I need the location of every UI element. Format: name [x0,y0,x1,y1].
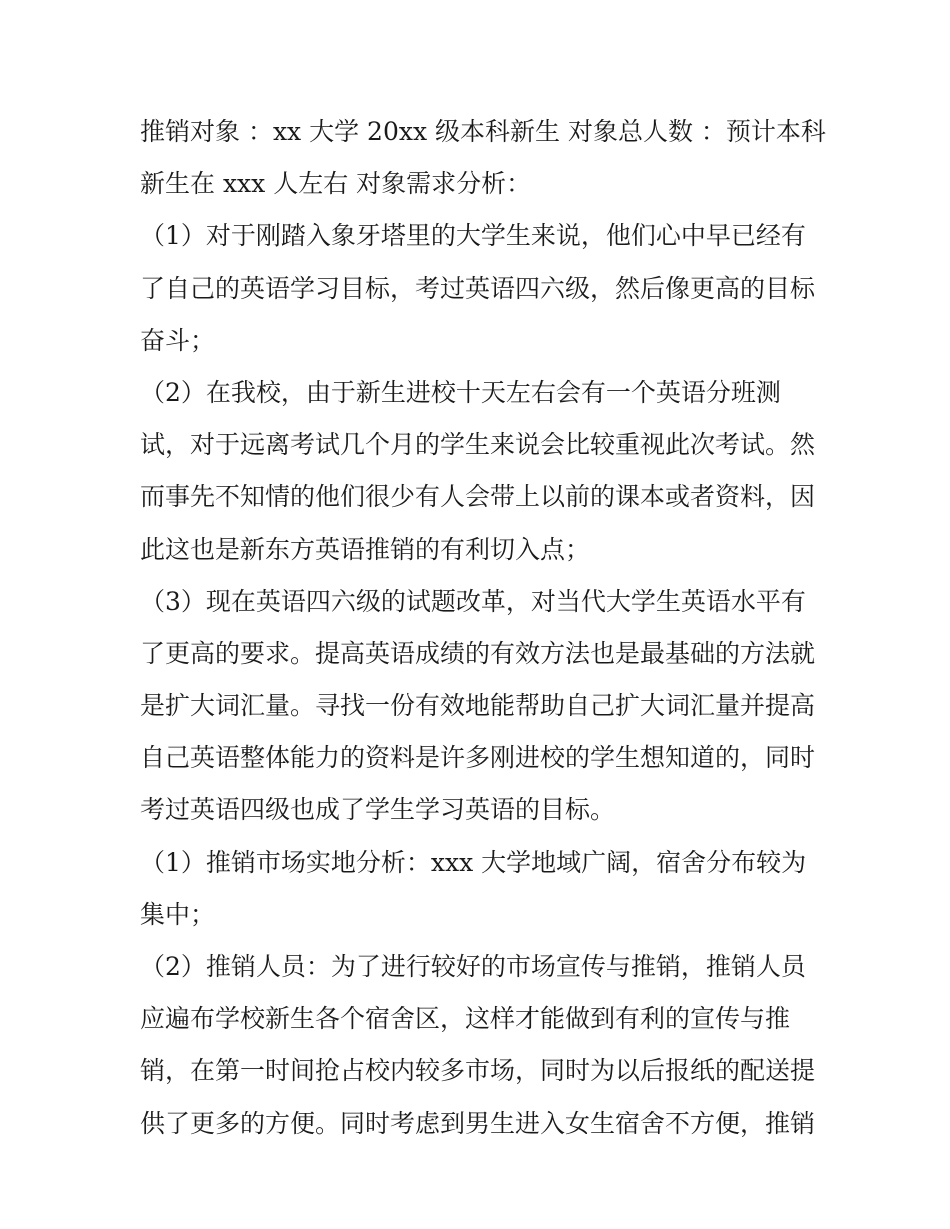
text-line: 此这也是新东方英语推销的有利切入点； [140,534,591,564]
text-line: 了更高的要求。提高英语成绩的有效方法也是最基础的方法就 [140,638,816,668]
document-body [140,106,826,1150]
text-line: 奋斗； [140,325,216,355]
text-line: （1）推销市场实地分析：xxx 大学地域广阔，宿舍分布较为 [140,847,807,877]
text-line: 考过英语四级也成了学生学习英语的目标。 [140,795,616,825]
text-line: 自己英语整体能力的资料是许多刚进校的学生想知道的，同时 [140,743,816,773]
text-line: 应遍布学校新生各个宿舍区，这样才能做到有利的宣传与推 [140,1004,791,1034]
text-line: （3）现在英语四六级的试题改革，对当代大学生英语水平有 [140,586,806,616]
text-line: 集中； [140,899,216,929]
text-line: 推销对象 ：xx 大学 20xx 级本科新生 对象总人数 ：预计本科 [140,117,826,146]
text-line: 了自己的英语学习目标，考过英语四六级，然后像更高的目标 [140,273,816,303]
text-line: （1）对于刚踏入象牙塔里的大学生来说，他们心中早已经有 [140,221,806,251]
text-line: 试，对于远离考试几个月的学生来说会比较重视此次考试。然 [140,430,816,460]
text-line: （2）在我校，由于新生进校十天左右会有一个英语分班测 [140,377,781,407]
text-line: 销，在第一时间抢占校内较多市场，同时为以后报纸的配送提 [140,1056,816,1086]
text-line: 新生在 xxx 人左右 对象需求分析： [140,169,532,199]
text-line: 是扩大词汇量。寻找一份有效地能帮助自己扩大词汇量并提高 [140,691,816,721]
text-line: 而事先不知情的他们很少有人会带上以前的课本或者资料，因 [140,482,816,512]
text-line: 供了更多的方便。同时考虑到男生进入女生宿舍不方便，推销 [140,1108,816,1138]
text-line: （2）推销人员：为了进行较好的市场宣传与推销，推销人员 [140,952,806,981]
